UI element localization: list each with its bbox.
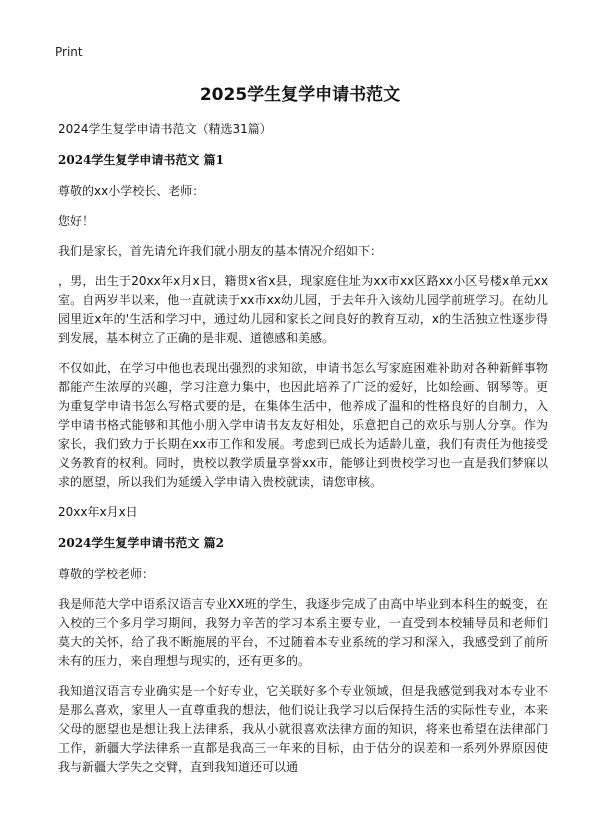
date-line: 20xx年x月x日 [58, 505, 138, 519]
salutation: 尊敬的xx小学校长、老师： [58, 184, 205, 198]
document-subtitle: 2024学生复学申请书范文（精选31篇） [58, 122, 272, 136]
paragraph: 我知道汉语言专业确实是一个好专业，它关联好多个专业领域，但是我感觉到我对本专业不是那么喜欢，家里人一直尊重我的想法，他们说让我学习以后保持生活的实际性专业，本来父母的愿望也是想让我上法律系，我从小就很喜欢法律方面的知识，将来也希望在法律部门工作，新疆大学法律系一直都是我高三一年来的目标，由于估分的误差和一系列外界原因使我与新疆大学失之交臂，直到我知道还可以通 [58, 684, 548, 774]
intro-paragraph: 我们是家长，首先请允许我们就小朋友的基本情况介绍如下： [58, 244, 383, 258]
paragraph: 不仅如此，在学习中他也表现出强烈的求知欲，申请书怎么写家庭困难补助对各种新鲜事物都能产生浓厚的兴趣，学习注意力集中，也因此培养了广泛的爱好，比如绘画、钢琴等。更为重复学申请书怎么写格式要的是，在集体生活中，他养成了温和的性格良好的自制力，入学申请书格式能够和其他小朋入学申请书友友好相处，乐意把自己的欢乐与别人分享。作为家长，我们致力于长期在xx市工作和发展。考虑到已成长为适龄儿童，我们有责任为他接受义务教育的权利。同时，贵校以教学质量享誉xx市，能够让到贵校学习也一直是我们梦寐以求的愿望，所以我们为延缓入学申请入贵校就读，请您审核。 [58, 361, 548, 489]
greeting: 您好！ [58, 214, 95, 228]
paragraph: 我是师范大学中语系汉语言专业XX班的学生，我逐步完成了由高中毕业到本科生的蜕变，在入校的三个多月学习期间，我努力辛苦的学习本系主要专业，一直受到本校辅导员和老师们莫大的关怀，给了我不断施展的平台，不过随着本专业系统的学习和深入，我感受到了前所未有的压力，来自理想与现实的，还有更多的。 [58, 597, 548, 668]
document-title: 2025学生复学申请书范文 [199, 85, 401, 105]
salutation: 尊敬的学校老师： [58, 567, 155, 581]
section-heading-2: 2024学生复学申请书范文 篇2 [58, 536, 224, 550]
paragraph: ，男，出生于20xx年x月x日，籍贯x省x县，现家庭住址为xx市xx区路xx小区号楼x单元xx室。自两岁半以来，他一直就读于xx市xx幼儿园，于去年升入该幼儿园学前班学习。在幼儿园里近x年的'生活和学习中，通过幼儿园和家长之间良好的教育互动，x的生活独立性逐步得到发展，基本树立了正确的是非观、道德感和美感。 [58, 274, 548, 345]
print-label[interactable]: Print [55, 45, 83, 59]
document-body [58, 120, 548, 788]
section-heading-1: 2024学生复学申请书范文 篇1 [58, 153, 224, 167]
